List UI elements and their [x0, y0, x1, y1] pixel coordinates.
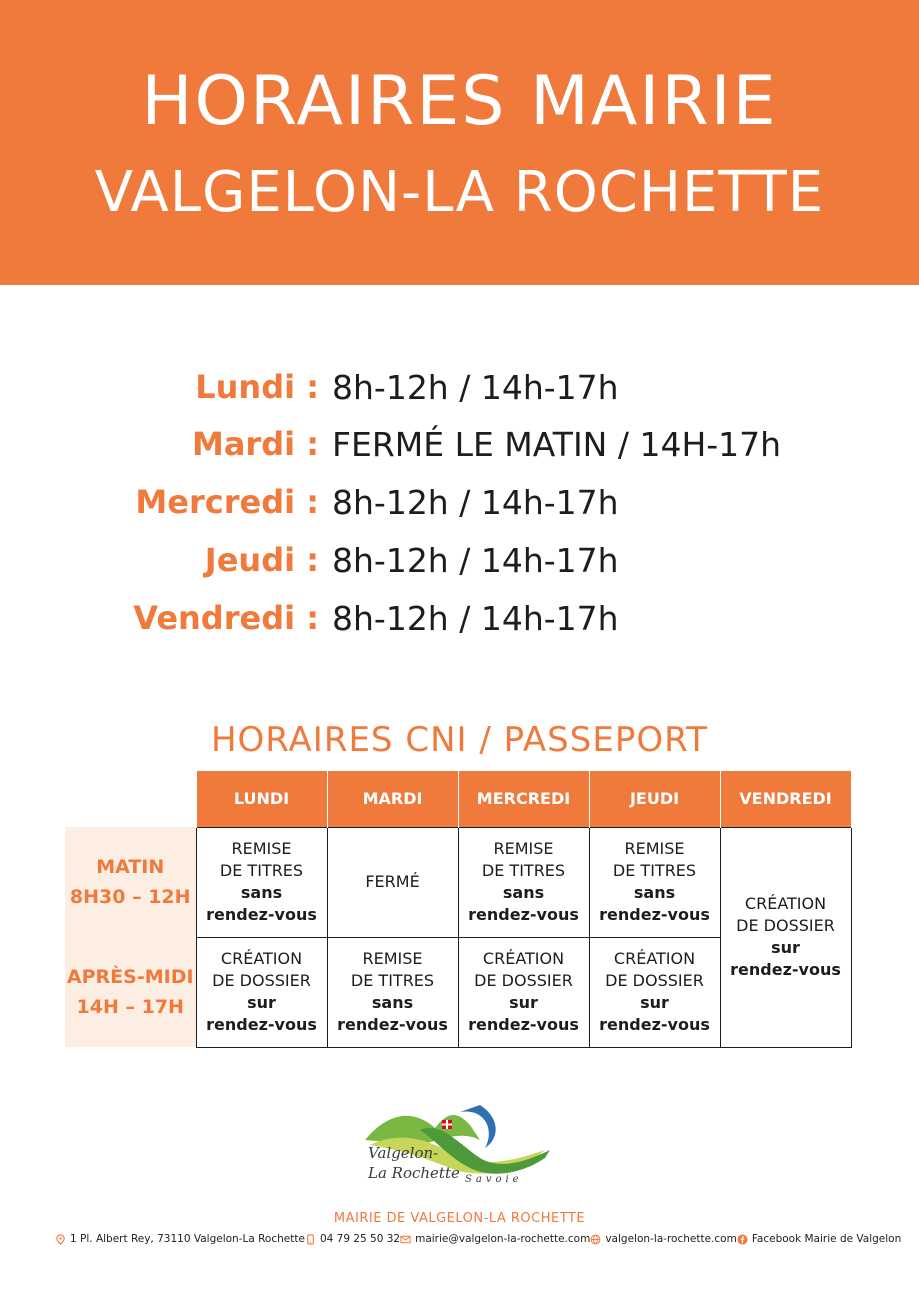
hours-row-lundi [0, 368, 919, 418]
page-subtitle: VALGELON-LA ROCHETTE [94, 160, 825, 225]
day-label: Lundi : [195, 368, 319, 406]
cell-text: REMISE [624, 839, 685, 858]
hours-value: 8h-12h / 14h-17h [332, 368, 619, 407]
hours-row-mercredi [0, 483, 919, 533]
cell-bold-text: rendez-vous [468, 905, 579, 924]
cell-bold-text: sans [240, 883, 283, 902]
column-header-vendredi: VENDREDI [720, 771, 851, 827]
cell-vendredi [720, 827, 851, 1047]
column-header-mercredi: MERCREDI [458, 771, 589, 827]
facebook-icon [737, 1234, 748, 1245]
cni-schedule-table [65, 771, 852, 1048]
column-header-jeudi: JEUDI [589, 771, 720, 827]
contact-email[interactable] [400, 1233, 590, 1245]
footer-mairie-name: MAIRIE DE VALGELON-LA ROCHETTE [333, 1211, 586, 1226]
cell-bold-text: rendez-vous [206, 1015, 317, 1034]
email-text: mairie@valgelon-la-rochette.com [415, 1233, 591, 1245]
hours-value: FERMÉ LE MATIN / 14H-17h [332, 425, 782, 464]
day-label: Mardi : [191, 425, 319, 463]
contact-facebook[interactable] [737, 1233, 901, 1245]
cell-text: DE DOSSIER [212, 971, 311, 990]
cni-section-title: HORAIRES CNI / PASSEPORT [210, 720, 709, 760]
cell-morning-jeudi [589, 827, 720, 937]
cell-bold-text: sur [247, 993, 276, 1012]
cell-bold-text: rendez-vous [599, 1015, 710, 1034]
cell-text: DE DOSSIER [474, 971, 573, 990]
valgelon-logo-icon [360, 1100, 560, 1195]
table-header-row [65, 771, 851, 827]
phone-text: 04 79 25 50 32 [319, 1233, 401, 1245]
page-title: HORAIRES MAIRIE [141, 62, 778, 141]
cell-morning-lundi [196, 827, 327, 937]
contact-address [55, 1233, 305, 1245]
cell-bold-text: rendez-vous [337, 1015, 448, 1034]
cell-afternoon-lundi [196, 937, 327, 1047]
phone-icon [305, 1234, 316, 1245]
facebook-text: Facebook Mairie de Valgelon [751, 1233, 902, 1245]
mail-icon [400, 1234, 411, 1245]
cell-afternoon-mardi [327, 937, 458, 1047]
cell-text: CRÉATION [744, 894, 827, 913]
website-text: valgelon-la-rochette.com [605, 1233, 737, 1245]
day-label: Jeudi : [204, 541, 319, 579]
footer-contacts [55, 1233, 902, 1245]
logo-region-text: Savoie [465, 1174, 523, 1185]
column-header-lundi: LUNDI [196, 771, 327, 827]
slot-time: 8H30 – 12H [69, 886, 191, 908]
hours-value: 8h-12h / 14h-17h [332, 483, 619, 522]
header-banner [0, 0, 919, 285]
table-corner [65, 771, 196, 827]
slot-name: APRÈS-MIDI [66, 966, 194, 988]
cell-morning-mardi [327, 827, 458, 937]
slot-afternoon [65, 937, 196, 1047]
cell-bold-text: rendez-vous [206, 905, 317, 924]
slot-morning [65, 827, 196, 937]
cell-text: CRÉATION [220, 949, 303, 968]
cell-bold-text: rendez-vous [599, 905, 710, 924]
cell-text: DE DOSSIER [736, 916, 835, 935]
day-label: Mercredi : [135, 483, 319, 521]
hours-row-mardi [0, 425, 919, 475]
hours-value: 8h-12h / 14h-17h [332, 599, 619, 638]
slot-name: MATIN [96, 856, 165, 878]
cell-text: DE TITRES [219, 861, 304, 880]
cell-text: DE DOSSIER [605, 971, 704, 990]
logo-text-line2: La Rochette [368, 1164, 460, 1182]
column-header-mardi: MARDI [327, 771, 458, 827]
cell-text: DE TITRES [612, 861, 697, 880]
day-label: Vendredi : [133, 599, 319, 637]
cell-text: CRÉATION [482, 949, 565, 968]
cell-text: CRÉATION [613, 949, 696, 968]
cell-bold-text: sans [371, 993, 414, 1012]
cell-bold-text: rendez-vous [730, 960, 841, 979]
cell-bold-text: sur [509, 993, 538, 1012]
hours-value: 8h-12h / 14h-17h [332, 541, 619, 580]
globe-icon [590, 1234, 601, 1245]
cell-bold-text: sur [640, 993, 669, 1012]
cell-text: DE TITRES [481, 861, 566, 880]
hours-row-vendredi [0, 599, 919, 649]
cell-bold-text: rendez-vous [468, 1015, 579, 1034]
cell-text: REMISE [231, 839, 292, 858]
hours-row-jeudi [0, 541, 919, 591]
cell-text: REMISE [362, 949, 423, 968]
contact-phone[interactable] [305, 1233, 400, 1245]
logo-text-line1: Valgelon- [368, 1144, 439, 1162]
cell-afternoon-jeudi [589, 937, 720, 1047]
cell-bold-text: sur [771, 938, 800, 957]
address-text: 1 Pl. Albert Rey, 73110 Valgelon-La Rochette [70, 1233, 305, 1245]
cell-text: REMISE [493, 839, 554, 858]
cell-morning-mercredi [458, 827, 589, 937]
location-pin-icon [55, 1234, 66, 1245]
slot-time: 14H – 17H [76, 996, 184, 1018]
cell-text: FERMÉ [365, 872, 420, 891]
contact-website[interactable] [590, 1233, 736, 1245]
cell-bold-text: sans [502, 883, 545, 902]
table-row-morning [65, 827, 851, 937]
cell-afternoon-mercredi [458, 937, 589, 1047]
cell-text: DE TITRES [350, 971, 435, 990]
cell-bold-text: sans [633, 883, 676, 902]
